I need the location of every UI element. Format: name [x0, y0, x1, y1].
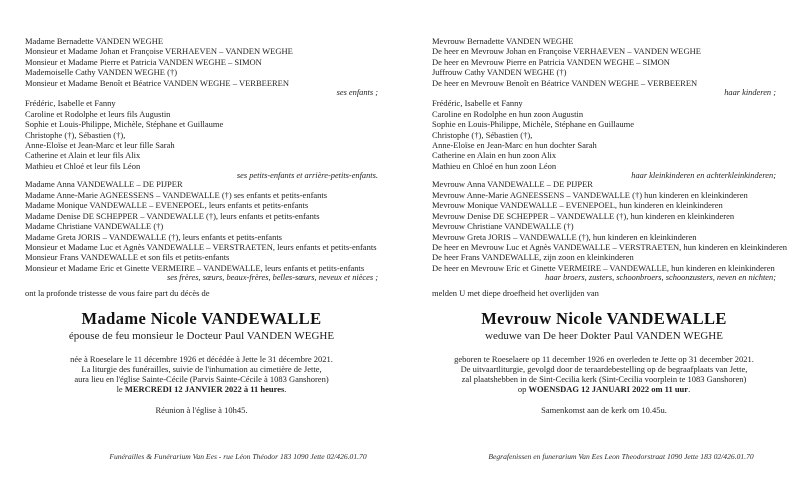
family-member-line: Mademoiselle Cathy VANDEN WEGHE (†)	[25, 67, 178, 78]
siblings-list	[432, 179, 788, 273]
ceremony-line-1: De uitvaartliturgie, gevolgd door de teraardebestelling op de begraafplaats van Jette,	[460, 364, 748, 375]
family-member-line: Madame Anna VANDEWALLE – DE PIJPER	[25, 179, 183, 190]
french-page	[25, 36, 378, 415]
family-member-line: Catherine et Alain et leur fils Alix	[25, 150, 141, 161]
family-member-line: Madame Monique VANDEWALLE – EVENEPOEL, leurs enfants et petits-enfants	[25, 200, 309, 211]
ceremony-line-2: aura lieu en l'église Sainte-Cécile (Parvis Sainte-Cécile à 1083 Ganshoren)	[74, 374, 329, 385]
family-member-line: Mevrouw Bernadette VANDEN WEGHE	[432, 36, 574, 46]
family-member-line: Monsieur et Madame Benoît et Béatrice VANDEN WEGHE – VERBEEREN	[25, 77, 290, 88]
ceremony-date-suffix: .	[688, 384, 691, 395]
ceremony-details	[432, 354, 776, 395]
ceremony-line-2: zal plaatshebben in de Sint-Cecilia kerk (Sint-Cecilia voorplein te 1083 Ganshoren)	[461, 374, 747, 385]
grandchildren-group-label: ses petits-enfants et arrière-petits-enfants.	[236, 171, 378, 181]
family-member-line: Anne-Eloïse en Jean-Marc en hun dochter Sarah	[432, 139, 597, 150]
family-member-line: De heer en Mevrouw Johan en Françoise VERHAEVEN – VANDEN WEGHE	[432, 46, 701, 57]
family-member-line: Mevrouw Anne-Marie AGNEESSENS – VANDEWALLE (†) hun kinderen en kleinkinderen	[432, 189, 748, 200]
family-member-line: Caroline et Rodolphe et leurs fils Augustin	[25, 108, 171, 119]
life-dates-line: née à Roeselare le 11 décembre 1926 et décédée à Jette le 31 décembre 2021.	[70, 353, 333, 364]
deceased-relation: weduwe van De heer Dokter Paul VANDEN WEGHE	[485, 329, 723, 342]
family-member-line: Madame Christiane VANDEWALLE (†)	[25, 221, 164, 232]
family-member-line: Sophie en Louis-Philippe, Michèle, Stéphane en Guillaume	[432, 119, 635, 130]
family-member-line: Juffrouw Cathy VANDEN WEGHE (†)	[432, 67, 567, 78]
family-member-line: Monsieur et Madame Eric et Ginette VERMEIRE – VANDEWALLE, leurs enfants et petits-enfants	[25, 262, 365, 273]
family-member-line: De heer en Mevrouw Pierre en Patricia VANDEN WEGHE – SIMON	[432, 56, 670, 67]
children-group-label: haar kinderen ;	[724, 88, 776, 98]
deceased-name: Mevrouw Nicole VANDEWALLE	[481, 308, 727, 328]
family-member-line: Frédéric, Isabelle et Fanny	[432, 98, 523, 109]
ceremony-date-line	[432, 384, 776, 394]
dutch-page	[432, 36, 788, 415]
family-member-line: Mevrouw Denise DE SCHEPPER – VANDEWALLE (†), hun kinderen en kleinkinderen	[432, 210, 735, 221]
family-member-line: Mathieu en Chloé en hun zoon Léon	[432, 160, 557, 171]
family-member-line: Madame Anne-Marie AGNEESSENS – VANDEWALLE (†) ses enfants et petits-enfants	[25, 189, 328, 200]
family-member-line: Anne-Eloïse et Jean-Marc et leur fille Sarah	[25, 139, 175, 150]
family-member-line: Monsieur et Madame Johan et Françoise VERHAEVEN – VANDEN WEGHE	[25, 46, 293, 57]
family-member-line: Christophe (†), Sébastien (†),	[432, 129, 533, 140]
family-member-line: Christophe (†), Sébastien (†),	[25, 129, 126, 140]
siblings-list	[25, 179, 378, 273]
family-member-line: Frédéric, Isabelle et Fanny	[25, 98, 116, 109]
family-member-line: Monsieur et Madame Luc et Agnès VANDEWALLE – VERSTRAETEN, leurs enfants et petits-enfants	[25, 241, 377, 252]
children-group-label: ses enfants ;	[336, 88, 378, 98]
family-member-line: Mathieu et Chloé et leur fils Léon	[25, 160, 141, 171]
deceased-relation: épouse de feu monsieur le Docteur Paul VANDEN WEGHE	[68, 329, 335, 342]
family-member-line: De heer Frans VANDEWALLE, zijn zoon en kleinkinderen	[432, 252, 634, 263]
meeting-line: Réunion à l'église à 10h45.	[155, 404, 248, 415]
family-member-line: Sophie et Louis-Philippe, Michèle, Stéphane et Guillaume	[25, 119, 224, 130]
family-member-line: De heer en Mevrouw Eric et Ginette VERMEIRE – VANDEWALLE, hun kinderen en kleinkinderen	[432, 262, 775, 273]
ceremony-date-prefix: op	[517, 384, 529, 395]
family-member-line: Madame Bernadette VANDEN WEGHE	[25, 36, 164, 46]
family-member-line: Mevrouw Monique VANDEWALLE – EVENEPOEL, hun kinderen en kleinkinderen	[432, 200, 723, 211]
announcement-line: ont la profonde tristesse de vous faire part du décès de	[25, 288, 210, 299]
funeral-home-footer-french: Funérailles & Funérarium Van Ees - rue Léon Théodor 183 1090 Jette 02/426.01.70	[109, 452, 367, 461]
family-member-line: Catherine en Alain en hun zoon Alix	[432, 150, 557, 161]
announcement-line: melden U met diepe droefheid het overlijden van	[432, 288, 599, 299]
family-member-line: Caroline en Rodolphe en hun zoon Augustin	[432, 108, 584, 119]
ceremony-date: MERCREDI 12 JANVIER 2022 à 11 heures	[124, 384, 285, 395]
family-member-line: Mevrouw Christiane VANDEWALLE (†)	[432, 221, 574, 232]
ceremony-details	[25, 354, 378, 395]
family-member-line: Madame Greta JORIS – VANDEWALLE (†), leurs enfants et petits-enfants	[25, 231, 282, 242]
family-member-line: Monsieur et Madame Pierre et Patricia VANDEN WEGHE – SIMON	[25, 56, 262, 67]
ceremony-date-prefix: le	[116, 384, 125, 395]
siblings-group-label: haar broers, zusters, schoonbroers, schoonzusters, neven en nichten;	[545, 273, 776, 283]
ceremony-date-suffix: .	[284, 384, 287, 395]
family-member-line: Monsieur Frans VANDEWALLE et son fils et petits-enfants	[25, 252, 230, 263]
siblings-group-label: ses frères, sœurs, beaux-frères, belles-sœurs, neveux et nièces ;	[166, 273, 378, 283]
family-member-line: De heer en Mevrouw Benoît en Béatrice VANDEN WEGHE – VERBEEREN	[432, 77, 698, 88]
life-dates-line: geboren te Roeselaere op 11 december 1926 en overleden te Jette op 31 december 2021.	[454, 353, 754, 364]
grandchildren-list	[25, 98, 378, 171]
family-member-line: De heer en Mevrouw Luc et Agnès VANDEWALLE – VERSTRAETEN, hun kinderen en kleinkinderen	[432, 241, 788, 252]
deceased-name: Madame Nicole VANDEWALLE	[81, 308, 322, 328]
ceremony-line-1: La liturgie des funérailles, suivie de l'inhumation au cimetière de Jette,	[81, 364, 322, 375]
family-member-line: Madame Denise DE SCHEPPER – VANDEWALLE (†), leurs enfants et petits-enfants	[25, 210, 320, 221]
family-member-line: Mevrouw Greta JORIS – VANDEWALLE (†), hun kinderen en kleinkinderen	[432, 231, 697, 242]
children-list	[25, 36, 378, 88]
children-list	[432, 36, 776, 88]
funeral-home-footer-dutch: Begrafenissen en funerarium Van Ees Leon Theodorstraat 1090 Jette 183 02/426.01.70	[488, 452, 754, 461]
grandchildren-list	[432, 98, 776, 171]
ceremony-date: WOENSDAG 12 JANUARI 2022 om 11 uur	[528, 384, 689, 395]
ceremony-date-line	[25, 384, 378, 394]
family-member-line: Mevrouw Anna VANDEWALLE – DE PIJPER	[432, 179, 593, 190]
meeting-line: Samenkomst aan de kerk om 10.45u.	[541, 404, 667, 415]
grandchildren-group-label: haar kleinkinderen en achterkleinkinderen;	[631, 171, 776, 181]
